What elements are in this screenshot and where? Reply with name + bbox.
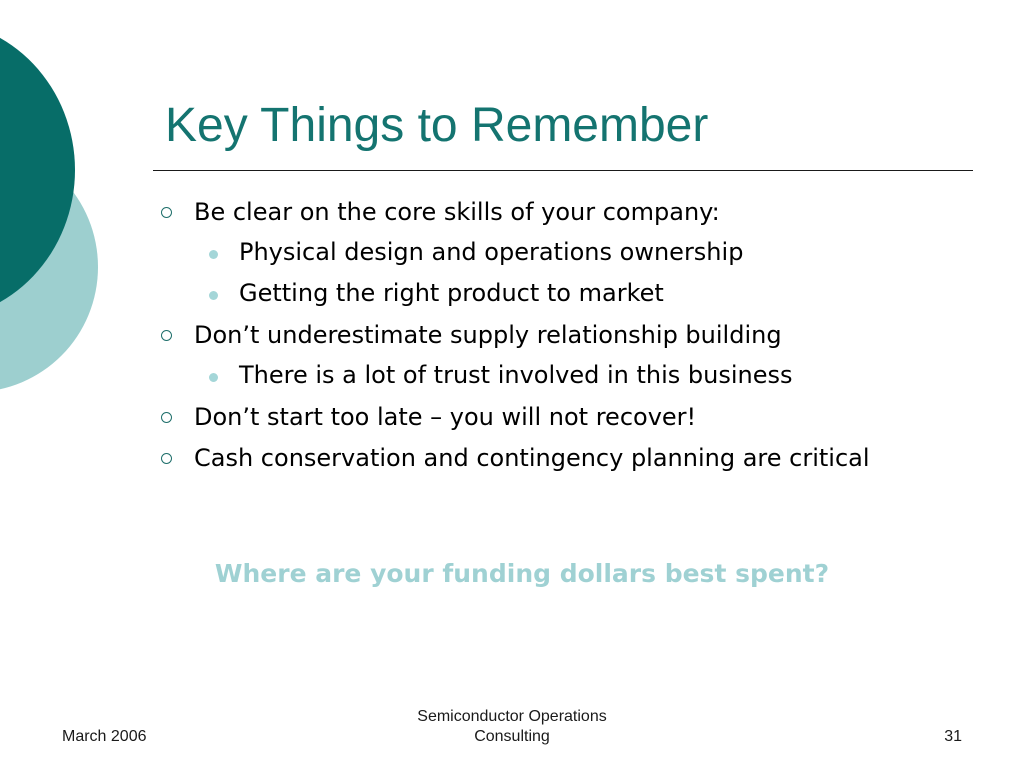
hollow-circle-bullet-icon (161, 412, 172, 423)
bullet-item-level1 (158, 194, 918, 235)
hollow-circle-bullet-icon (161, 207, 172, 218)
title-divider (153, 170, 973, 171)
bullet-list (158, 194, 918, 481)
bullet-item-level2 (158, 276, 918, 317)
footer-company: Semiconductor Operations Consulting (417, 708, 607, 745)
bullet-item-level1 (158, 399, 918, 440)
bullet-text: Physical design and operations ownership (239, 238, 744, 266)
hollow-circle-bullet-icon (161, 453, 172, 464)
bullet-item-level2 (158, 358, 918, 399)
filled-dot-bullet-icon (209, 373, 218, 382)
bullet-item-level1 (158, 317, 918, 358)
bullet-item-level1 (158, 440, 918, 481)
bullet-item-level2 (158, 235, 918, 276)
filled-dot-bullet-icon (209, 250, 218, 259)
bullet-text: Getting the right product to market (239, 279, 664, 307)
bullet-text: Don’t start too late – you will not recover! (194, 403, 697, 431)
footer-date: March 2006 (62, 728, 147, 745)
filled-dot-bullet-icon (209, 291, 218, 300)
bullet-text: Don’t underestimate supply relationship building (194, 321, 782, 349)
footer-page-number: 31 (944, 728, 962, 745)
closing-question: Where are your funding dollars best spent? (214, 559, 830, 588)
hollow-circle-bullet-icon (161, 330, 172, 341)
bullet-text: Cash conservation and contingency planning are critical (194, 444, 870, 472)
slide-title: Key Things to Remember (165, 99, 709, 152)
bullet-text: Be clear on the core skills of your company: (194, 198, 720, 226)
bullet-text: There is a lot of trust involved in this business (239, 361, 793, 389)
